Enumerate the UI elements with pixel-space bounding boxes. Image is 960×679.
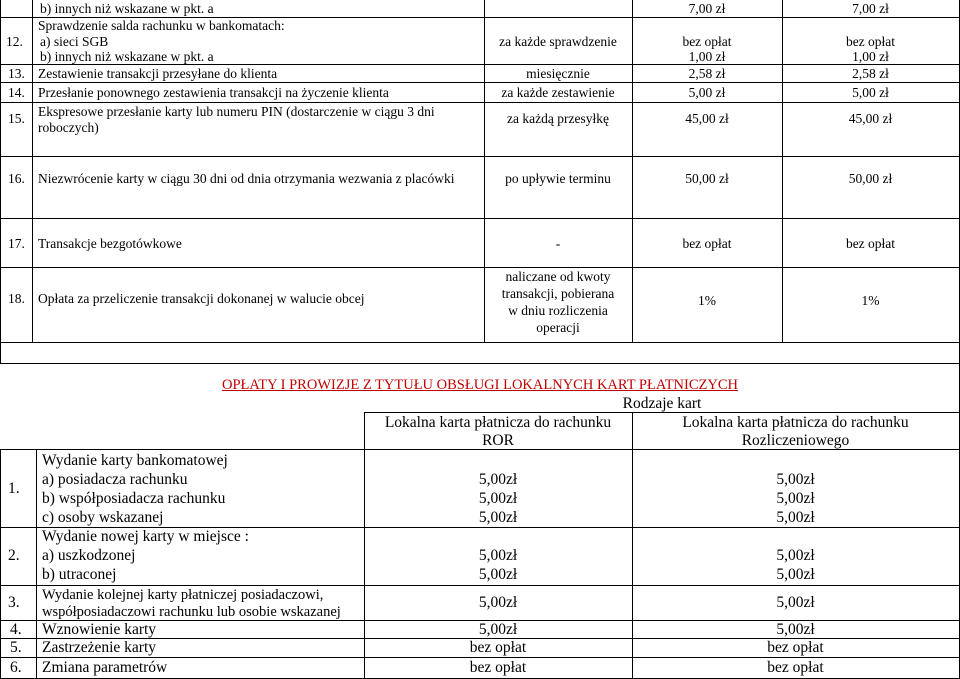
r18-desc: Opłata za przeliczenie transakcji dokonanej w walucie obcej <box>38 291 365 306</box>
r15-desc-line2: roboczych) <box>38 120 99 135</box>
t2-r1-v1a: 5,00zł <box>478 471 518 488</box>
r15-num: 15. <box>8 111 25 126</box>
r17-desc: Transakcje bezgotówkowe <box>38 236 182 251</box>
t2-r2-v1b: 5,00zł <box>478 566 518 583</box>
t2-r2-v1a: 5,00zł <box>478 547 518 564</box>
r13-desc: Zestawienie transakcji przesyłane do klienta <box>38 66 278 81</box>
r13-value-1: 2,58 zł <box>688 66 726 81</box>
t2-r6-value-2: bez opłat <box>767 659 824 676</box>
t2-r4-value-1: 5,00zł <box>478 621 518 638</box>
t2-r2-v2a: 5,00zł <box>776 547 815 564</box>
r18-value-1: 1% <box>698 293 716 308</box>
t2-r1-b: b) współposiadacza rachunku <box>42 490 226 507</box>
r14-value-2: 5,00 zł <box>852 85 889 100</box>
r12-a: a) sieci SGB <box>40 34 109 49</box>
r14-desc: Przesłanie ponownego zestawienia transakcji na życzenie klienta <box>38 85 389 100</box>
t2-r2-title: Wydanie nowej karty w miejsce : <box>42 528 249 545</box>
col1-header-line2: ROR <box>482 432 514 449</box>
t2-r4-value-2: 5,00zł <box>776 621 815 638</box>
r12-v1a: bez opłat <box>682 34 732 49</box>
t2-r1-v2c: 5,00zł <box>776 509 815 526</box>
t2-r4-desc: Wznowienie karty <box>42 621 157 638</box>
t2-r5-value-2: bez opłat <box>767 639 824 656</box>
t2-r1-a: a) posiadacza rachunku <box>42 471 188 488</box>
r17-value-2: bez opłat <box>845 236 896 251</box>
r16-value-2: 50,00 zł <box>848 171 893 186</box>
r13-value-2: 2,58 zł <box>852 66 889 81</box>
t2-r3-line2: współposiadaczowi rachunku lub osobie wskazanej <box>42 604 341 620</box>
t2-r5-num: 5. <box>10 639 22 656</box>
t2-r1-title: Wydanie karty bankomatowej <box>42 452 228 469</box>
t2-r6-num: 6. <box>10 659 22 676</box>
r18-mode-line2: transakcji, pobierana <box>501 286 615 301</box>
r17-value-1: bez opłat <box>682 236 732 251</box>
r15-desc-line1: Ekspresowe przesłanie karty lub numeru PIN (dostarczenie w ciągu 3 dni <box>38 104 435 119</box>
r0-value-2: 7,00 zł <box>852 1 889 16</box>
t2-r3-num: 3. <box>8 594 20 611</box>
table2-title: OPŁATY I PROWIZJE Z TYTUŁU OBSŁUGI LOKALNYCH KART PŁATNICZYCH <box>221 377 738 393</box>
r17-mode: - <box>555 236 561 251</box>
r18-mode-line1: naliczane od kwoty <box>505 269 611 284</box>
r14-mode: za każde zestawienie <box>501 85 615 100</box>
t2-r1-v2a: 5,00zł <box>776 471 815 488</box>
r14-num: 14. <box>8 85 25 100</box>
t2-r3-value-1: 5,00zł <box>478 594 518 611</box>
r16-value-1: 50,00 zł <box>685 171 729 186</box>
r12-v2b: 1,00 zł <box>852 49 889 64</box>
r15-value-2: 45,00 zł <box>848 111 893 126</box>
r12-b: b) innych niż wskazane w pkt. a <box>40 49 214 64</box>
t2-r2-b: b) utraconej <box>42 566 117 583</box>
t2-r2-v2b: 5,00zł <box>776 566 815 583</box>
r12-mode: za każde sprawdzenie <box>499 34 617 49</box>
t2-r6-desc: Zmiana parametrów <box>42 659 168 676</box>
r12-num: 12. <box>6 34 23 49</box>
t2-r1-v1c: 5,00zł <box>478 509 518 526</box>
t2-r5-desc: Zastrzeżenie karty <box>42 639 157 656</box>
r17-num: 17. <box>8 236 25 251</box>
card-types-header: Rodzaje kart <box>622 395 702 412</box>
r0-value-1: 7,00 zł <box>688 1 726 16</box>
t2-r2-a: a) uszkodzonej <box>42 547 136 564</box>
t2-r1-num: 1. <box>8 480 20 497</box>
r12-v2a: bez opłat <box>845 34 896 49</box>
r18-value-2: 1% <box>861 293 880 308</box>
r16-desc: Niezwrócenie karty w ciągu 30 dni od dnia otrzymania wezwania z placówki <box>38 171 455 186</box>
t2-r1-c: c) osoby wskazanej <box>42 509 164 526</box>
col2-header-line1: Lokalna karta płatnicza do rachunku <box>682 414 909 431</box>
t2-r2-num: 2. <box>8 547 20 564</box>
r15-value-1: 45,00 zł <box>685 111 729 126</box>
r18-mode-line4: operacji <box>536 320 580 335</box>
t2-r4-num: 4. <box>10 621 22 638</box>
t2-r1-v1b: 5,00zł <box>478 490 518 507</box>
r12-title: Sprawdzenie salda rachunku w bankomatach: <box>38 18 285 33</box>
r0-desc: b) innych niż wskazane w pkt. a <box>40 1 214 16</box>
t2-r3-value-2: 5,00zł <box>776 594 815 611</box>
t2-r5-value-1: bez opłat <box>469 639 527 656</box>
r13-num: 13. <box>8 66 25 81</box>
r18-num: 18. <box>8 291 25 306</box>
t2-r3-line1: Wydanie kolejnej karty płatniczej posiadaczowi, <box>42 587 324 603</box>
r12-v1b: 1,00 zł <box>688 49 726 64</box>
r18-mode-line3: w dniu rozliczenia <box>508 303 608 318</box>
r14-value-1: 5,00 zł <box>688 85 726 100</box>
col1-header-line1: Lokalna karta płatnicza do rachunku <box>384 414 612 431</box>
r16-num: 16. <box>8 171 25 186</box>
t2-r6-value-1: bez opłat <box>469 659 527 676</box>
r16-mode: po upływie terminu <box>505 171 611 186</box>
r13-mode: miesięcznie <box>526 66 590 81</box>
col2-header-line2: Rozliczeniowego <box>741 432 850 449</box>
t2-r1-v2b: 5,00zł <box>776 490 815 507</box>
r15-mode: za każdą przesyłkę <box>507 111 609 126</box>
